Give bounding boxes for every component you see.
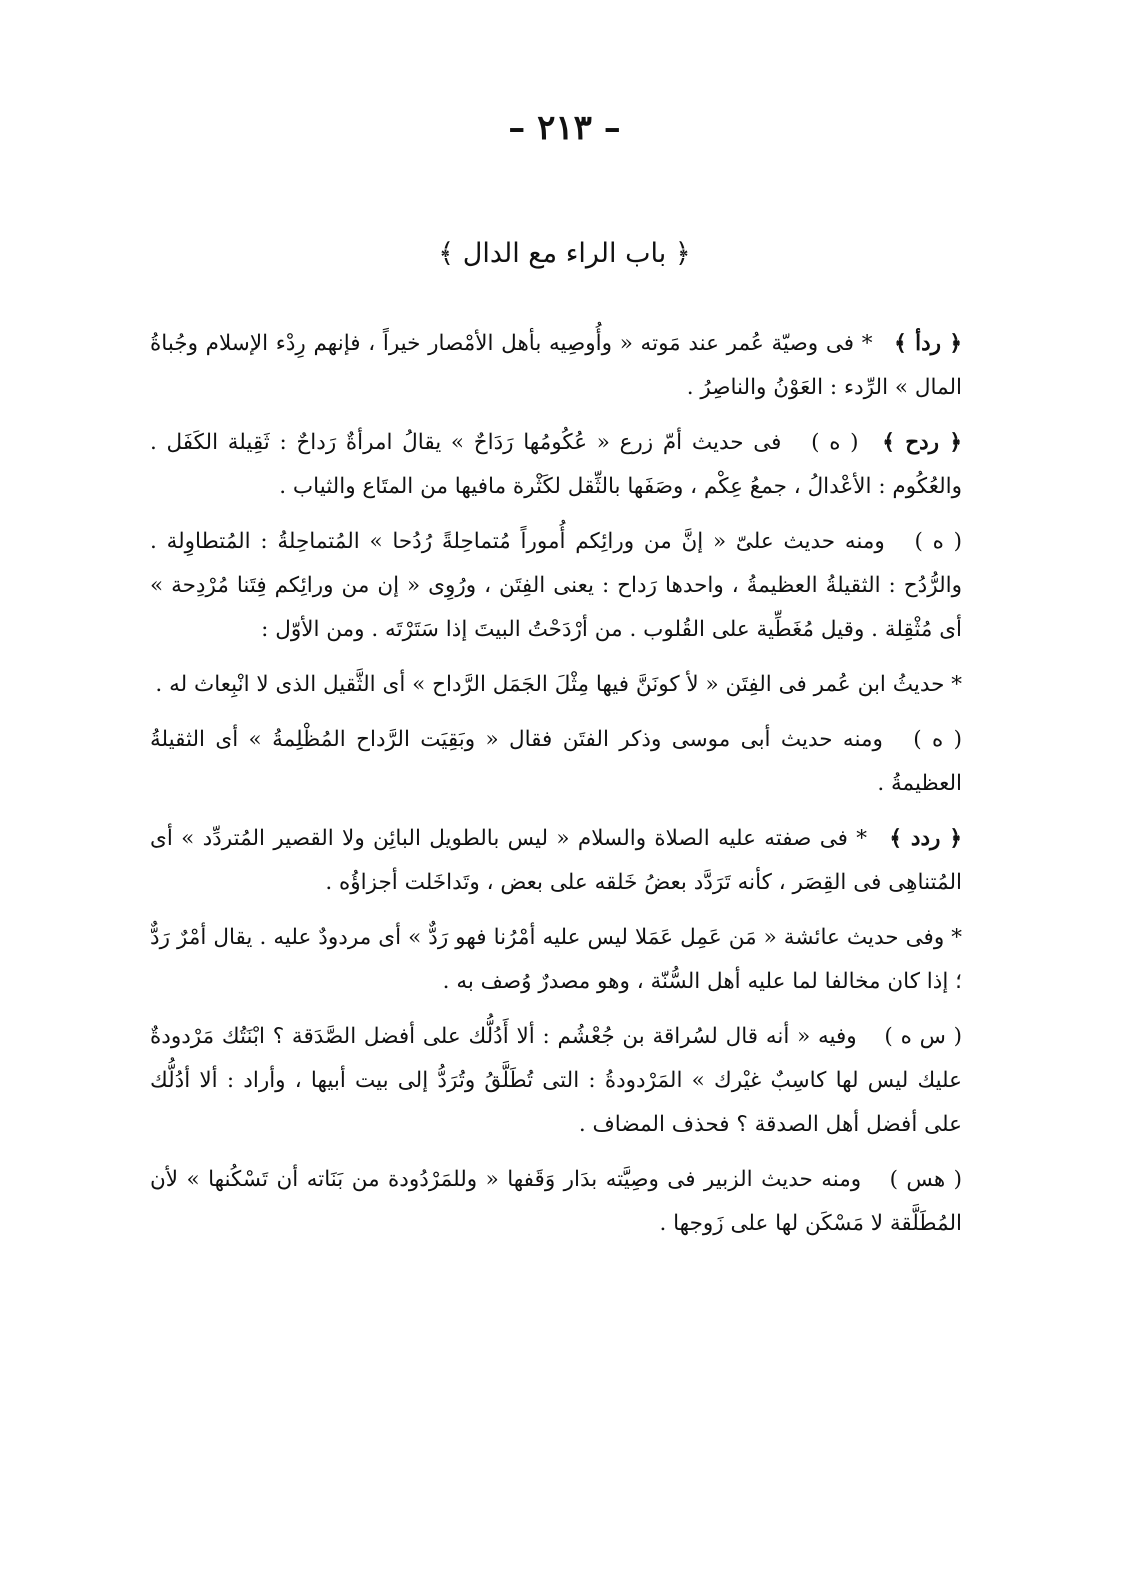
entry-paragraph	[150, 421, 962, 509]
page-number: – ٢١٣ –	[508, 108, 621, 148]
paragraph-text: * فى صفته عليه الصلاة والسلام « ليس بالطويل البائِن ولا القصير المُتردِّد » أى المُتناهِى فى القِصَر ، كأنه تَرَدَّد بعضُ خَلقه على بعض ، وتَداخَلت أجزاؤُه .	[150, 826, 962, 895]
paragraph-text: * فى وصيّة عُمر عند مَوته « وأُوصِيه بأهل الأمْصار خيراً ، فإنهم رِدْء الإسلام وجُباةُ المال » الرِّدء : العَوْنُ والناصِرُ .	[150, 331, 962, 400]
paragraph-text: وفيه « أنه قال لسُراقة بن جُعْشُم : ألا أَدُلُّك على أفضل الصَّدَقة ؟ ابْنَتُك مَرْدودةٌ عليك ليس لها كاسِبٌ غيْرك » المَرْدودةُ : التى تُطَلَّقُ وتُرَدُّ إلى بيت أبيها ، وأراد : ألا أدُلُّك على أفضل أهل الصدقة ؟ فحذف المضاف .	[150, 1024, 962, 1137]
entry-label: ﴿ ردد ﴾	[889, 826, 962, 851]
paragraph-text: فى حديث أمّ زرع « عُكُومُها رَدَاحٌ » يقالُ امرأةٌ رَداحٌ : ثَقِيلة الكَفَل . والعُكُوم : الأعْدالُ ، جمعُ عِكْم ، وصَفَها بالثِّقل لكَثْرة مافيها من المتَاع والثياب .	[150, 430, 962, 499]
paragraph-text: * وفى حديث عائشة « مَن عَمِل عَمَلا ليس عليه أمْرُنا فهو رَدٌّ » أى مردودٌ عليه . يقال أمْرٌ رَدٌّ ؛ إذا كان مخالفا لما عليه أهل السُّنّة ، وهو مصدرٌ وُصف به .	[150, 925, 962, 994]
entry-label: ﴿ ردح ﴾	[882, 430, 962, 455]
entry-paragraph	[150, 817, 962, 905]
paragraph-text: ومنه حديث الزبير فى وصِيَّته بدَار وَقَفها « وللمَرْدُودة من بَنَاته أن تَسْكُنها » لأن المُطَلَّقة لا مَسْكَن لها على زَوجها .	[150, 1167, 962, 1236]
source-siglum: ( س ه )	[884, 1024, 962, 1049]
source-siglum: ( ه )	[914, 529, 962, 554]
entry-paragraph	[150, 1158, 962, 1246]
paragraph-text: ومنه حديث أبى موسى وذكر الفتَن فقال « وبَقِيَت الرَّداح المُظْلِمةُ » أى الثقيلةُ العظيمةُ .	[150, 727, 962, 796]
section-title: ﴿ باب الراء مع الدال ﴾	[438, 238, 691, 269]
entry-label: ﴿ ردأ ﴾	[894, 331, 962, 356]
paragraph-text: * حديثُ ابن عُمر فى الفِتَن « لأ كونَنَّ فيها مِثْلَ الجَمَل الرَّداح » أى الثَّقيل الذى لا انْبِعاث له .	[155, 672, 962, 697]
entry-paragraph	[150, 663, 962, 707]
source-siglum: ( ه )	[811, 430, 859, 455]
entry-paragraph	[150, 718, 962, 806]
paragraph-text: ومنه حديث علىّ « إنَّ من ورائِكم أُموراً مُتماحِلةً رُدُحا » المُتماحِلةُ : المُتطاوِلة . والرُّدُح : الثقيلةُ العظيمةُ ، واحدها رَداح : يعنى الفِتَن ، ورُوِى « إن من ورائِكم فِتَنا مُرْدِحة » أى مُثْقِلة . وقيل مُغَطِّية على القُلوب . من أرْدَحْتُ البيتَ إذا سَتَرْتَه . ومن الأوّل :	[150, 529, 962, 642]
entry-paragraph	[150, 322, 962, 410]
source-siglum: ( هس )	[889, 1167, 963, 1192]
source-siglum: ( ه )	[913, 727, 962, 752]
entry-paragraph	[150, 916, 962, 1004]
entry-paragraph	[150, 520, 962, 652]
entry-paragraph	[150, 1015, 962, 1147]
document-body	[150, 322, 962, 1257]
